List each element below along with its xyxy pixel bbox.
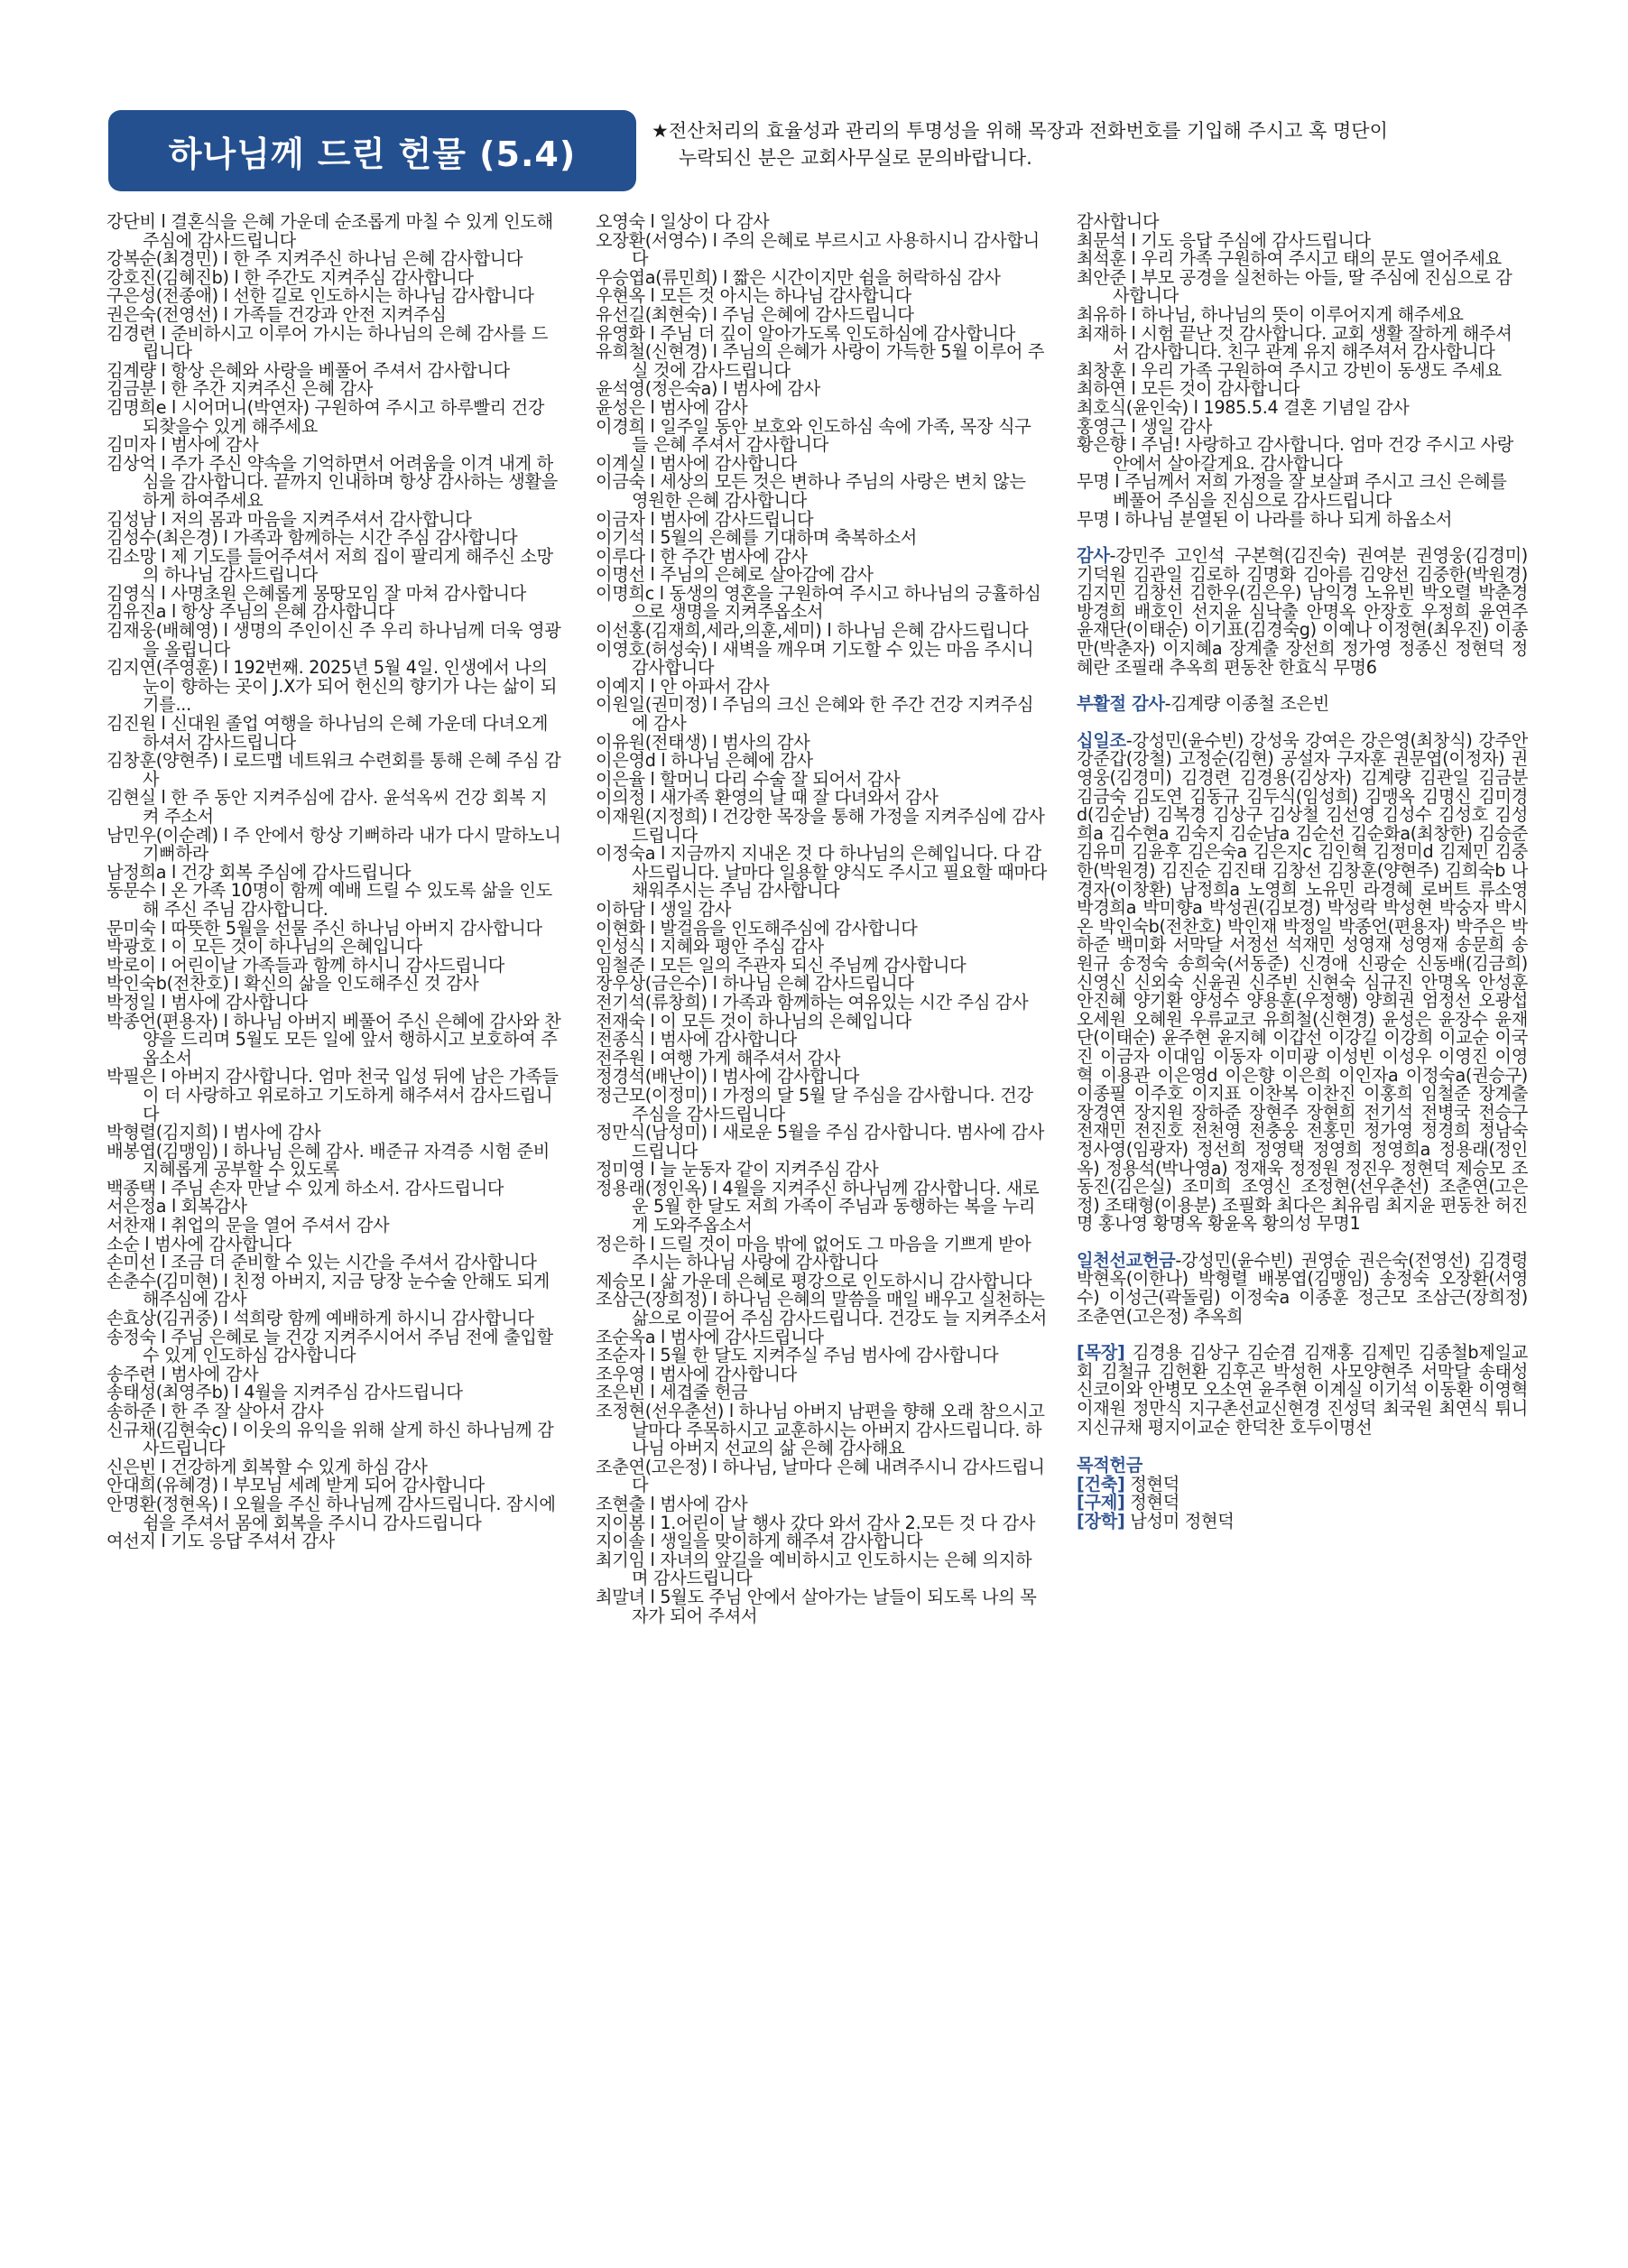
offering-entry: 홍영근 l 생일 감사	[1077, 415, 1213, 437]
offering-entry: 조순자 l 5월 한 달도 지켜주실 주님 범사에 감사합니다	[596, 1345, 999, 1366]
offering-entry: 이선홍(김재희,세라,의훈,세미) l 하나님 은혜 감사드립니다	[596, 620, 1029, 642]
column-middle	[596, 213, 1047, 1625]
offering-entry: 지이봄 l 1.어린이 날 행사 갔다 와서 감사 2.모든 것 다 감사	[596, 1512, 1036, 1533]
offering-entry: 송주련 l 범사에 감사	[106, 1363, 259, 1384]
offering-entry: 전주원 l 여행 가게 해주셔서 감사	[596, 1047, 841, 1069]
offering-entry: 이정숙a l 지금까지 지내온 것 다 하나님의 은혜입니다. 다 감사드립니다. 날마다 일용할 양식도 주시고 필요할 때마다 채워주시는 주님 감사합니다	[596, 843, 1048, 902]
purpose-scholarship-names: 남성미 정현덕	[1124, 1511, 1235, 1532]
purpose-scholarship-label: [장학]	[1077, 1511, 1125, 1532]
ilcheon-label: 일천선교헌금	[1077, 1249, 1176, 1271]
offering-entry: 구은성(전종애) l 선한 길로 인도하시는 하나님 감사합니다	[106, 285, 534, 307]
offering-entry: 남정희a l 건강 회복 주심에 감사드립니다	[106, 861, 412, 883]
offering-entry: 조우영 l 범사에 감사합니다	[596, 1363, 798, 1384]
offering-entry: 유영화 l 주님 더 깊이 알아가도록 인도하심에 감사합니다	[596, 322, 1016, 344]
offering-entry: 유희철(신현경) l 주님의 은혜가 사랑이 가득한 5월 이루어 주실 것에 감사드립니다	[596, 341, 1045, 381]
offering-entry: 이은영d l 하나님 은혜에 감사	[596, 750, 813, 772]
offering-entry: 김유진a l 항상 주님의 은혜 감사합니다	[106, 601, 395, 623]
offering-entry: 전재숙 l 이 모든 것이 하나님의 은혜입니다	[596, 1010, 911, 1032]
offering-entry: 임철준 l 모든 일의 주관자 되신 주님께 감사합니다	[596, 954, 967, 976]
offering-entry: 오장환(서영수) l 주의 은혜로 부르시고 사용하시니 감사합니다	[596, 229, 1040, 270]
offering-entry: 박인숙b(전찬호) l 확신의 삶을 인도해주신 것 감사	[106, 973, 479, 995]
offering-entry: 박형렬(김지희) l 범사에 감사	[106, 1122, 321, 1143]
offering-entry: 박광호 l 이 모든 것이 하나님의 은혜입니다	[106, 936, 422, 958]
offering-entry: 최유하 l 하나님, 하나님의 뜻이 이루어지게 해주세요	[1077, 303, 1464, 325]
purpose-relief-names: 정현덕	[1124, 1492, 1179, 1514]
purpose-relief	[1077, 1494, 1528, 1513]
offering-entry: 최하연 l 모든 것이 감사합니다	[1077, 378, 1300, 400]
offering-entry: 조정현(선우춘선) l 하나님 아버지 남편을 향해 오래 참으시고 날마다 주목하시고 교훈하시는 아버지 감사드립니다. 하나님 아버지 선교의 삶 은혜 감사해요	[596, 1401, 1045, 1459]
offering-entry: 문미숙 l 따뜻한 5월을 선물 주신 하나님 아버지 감사합니다	[106, 917, 542, 939]
offering-entry: 이금자 l 범사에 감사드립니다	[596, 508, 814, 530]
purpose-building-label: [건축]	[1077, 1473, 1125, 1495]
offering-entry: 송태성(최영주b) l 4월을 지켜주심 감사드립니다	[106, 1382, 463, 1403]
offering-entry: 안명환(정현옥) l 오월을 주신 하나님께 감사드립니다. 잠시에 쉼을 주셔서 몸에 회복을 주시니 감사드립니다	[106, 1493, 556, 1533]
purpose-scholarship	[1077, 1513, 1528, 1532]
offering-entry: 감사합니다	[1077, 211, 1160, 232]
offering-entry: 지이솔 l 생일을 맞이하게 해주셔 감사합니다	[596, 1531, 923, 1552]
offering-entry: 서찬재 l 취업의 문을 열어 주셔서 감사	[106, 1215, 390, 1236]
offering-entry: 조은빈 l 세겹줄 헌금	[596, 1382, 748, 1403]
offering-entry: 손춘수(김미현) l 친정 아버지, 지금 당장 눈수술 안해도 되게 해주심에 감사	[106, 1270, 550, 1310]
offering-entry: 여선지 l 기도 응답 주셔서 감사	[106, 1531, 335, 1552]
offering-entry: 무명 l 하나님 분열된 이 나라를 하나 되게 하옵소서	[1077, 508, 1453, 530]
offering-entry: 박종언(편용자) l 하나님 아버지 베풀어 주신 은혜에 감사와 찬양을 드리며 5월도 모든 일에 앞서 행하시고 보호하여 주옵소서	[106, 1010, 561, 1069]
thanks-names: -강민주 고인석 구본혁(김진숙) 권여분 권영웅(김경미) 기덕원 김관일 김로하 김명화 김아름 김양선 김중한(박원경) 김지민 김창선 김한우(김은우) 남익경 노유빈 박오렬 박춘경 방경희 배호인 선지윤 심낙출 안명옥 안장호 우정희 윤연주 윤재단(이태순) 이기표(김경숙g) 이예나 이정현(최우진) 이종만(박춘자) 이지혜a 장계출 장선희 정가영 정종신 정현덕 정혜란 조필래 추옥희 편동찬 한효식 무명6	[1077, 545, 1528, 678]
offering-entry: 이영호(허성숙) l 새벽을 깨우며 기도할 수 있는 마음 주시니 감사합니다	[596, 638, 1034, 679]
offering-entry: 우현옥 l 모든 것 아시는 하나님 감사합니다	[596, 285, 911, 307]
column-right	[1077, 213, 1528, 1532]
offering-entry: 배봉엽(김맹임) l 하나님 은혜 감사. 배준규 자격증 시험 준비 지혜롭게 공부할 수 있도록	[106, 1140, 550, 1180]
offering-entry: 정만식(남성미) l 새로운 5월을 주심 감사합니다. 범사에 감사드립니다	[596, 1122, 1045, 1162]
offering-entry: 이계실 l 범사에 감사합니다	[596, 452, 798, 474]
offering-entry: 안대희(유혜경) l 부모님 세례 받게 되어 감사합니다	[106, 1475, 485, 1496]
offering-entry: 제승모 l 삶 가운데 은혜로 평강으로 인도하시니 감사합니다	[596, 1270, 1032, 1291]
offering-entry: 김창훈(양현주) l 로드맵 네트워크 수련회를 통해 은혜 주심 감사	[106, 750, 561, 790]
purpose-building	[1077, 1473, 1528, 1495]
offering-entry: 정은하 l 드릴 것이 마음 밖에 없어도 그 마음을 기쁘게 받아 주시는 하나님 사랑에 감사합니다	[596, 1233, 1031, 1273]
page-title: 하나님께 드린 헌물 (5.4)	[108, 110, 636, 191]
offering-entry: 이원일(권미정) l 주님의 크신 은혜와 한 주간 건강 지켜주심에 감사	[596, 694, 1034, 735]
offering-entry: 김경련 l 준비하시고 이루어 가시는 하나님의 은혜 감사를 드립니다	[106, 322, 549, 363]
offering-entry: 이의정 l 새가족 환영의 날 때 잘 다녀와서 감사	[596, 787, 939, 809]
mokjang-names: 김경용 김상구 김순겸 김재홍 김제민 김종철b제일교회 김철규 김헌환 김후곤 박성헌 사모양현주 서막달 송태성 신코이와 안병모 오소연 윤주현 이계실 이기석 이동환 이영혁 이재원 정만식 지구촌선교신현경 진성덕 최국원 최연식 튀니지신규채 평지이교순 한덕찬 호두이명선	[1077, 1342, 1528, 1438]
offering-entry: 이경희 l 일주일 동안 보호와 인도하심 속에 가족, 목장 식구들 은혜 주셔서 감사합니다	[596, 415, 1031, 456]
offering-entry: 이현화 l 발걸음을 인도해주심에 감사합니다	[596, 917, 918, 939]
offering-entry: 이루다 l 한 주간 범사에 감사	[596, 545, 808, 567]
offering-entry: 무명 l 주님께서 저희 가정을 잘 보살펴 주시고 크신 은혜를 베풀어 주심을 진심으로 감사드립니다	[1077, 471, 1507, 511]
ilcheon-names: -강성민(윤수빈) 권영순 권은숙(전영선) 김경령 박현옥(이한나) 박형렬 배봉엽(김맹임) 송정숙 오장환(서영수) 이성근(곽돌림) 이정숙a 이종훈 정근모 조삼근(장희정) 조춘연(고은정) 추옥희	[1077, 1249, 1528, 1327]
offering-entry: 이유원(전태생) l 범사의 감사	[596, 731, 810, 753]
mokjang-section	[1077, 1344, 1528, 1437]
offering-entry: 인성식 l 지혜와 평안 주심 감사	[596, 936, 824, 958]
purpose-building-names: 정현덕	[1124, 1473, 1179, 1495]
offering-entry: 이금숙 l 세상의 모든 것은 변하나 주님의 사랑은 변치 않는 영원한 은혜 감사합니다	[596, 471, 1026, 511]
thanks-section	[1077, 547, 1528, 677]
offering-entry: 정미영 l 늘 눈동자 같이 지켜주심 감사	[596, 1159, 879, 1180]
purpose-offering-title: 목적헌금	[1077, 1455, 1142, 1477]
offering-entry: 송정숙 l 주님 은혜로 늘 건강 지켜주시어서 주님 전에 출입할 수 있게 인도하심 감사합니다	[106, 1326, 553, 1366]
purpose-relief-label: [구제]	[1077, 1492, 1125, 1514]
offering-entry: 신규채(김현숙c) l 이웃의 유익을 위해 살게 하신 하나님께 감사드립니다	[106, 1419, 554, 1459]
offering-entry: 최석훈 l 우리 가족 구원하여 주시고 태의 문도 열어주세요	[1077, 248, 1502, 270]
offering-entry: 서은정a l 회복감사	[106, 1196, 247, 1217]
offering-entry: 손효상(김귀중) l 석희랑 함께 예배하게 하시니 감사합니다	[106, 1308, 534, 1329]
offering-entry: 이명선 l 주님의 은혜로 살아감에 감사	[596, 564, 874, 586]
easter-names: -김계량 이종철 조은빈	[1164, 693, 1329, 715]
offering-entry: 김현실 l 한 주 동안 지켜주심에 감사. 윤석옥씨 건강 회복 지켜 주소서	[106, 787, 548, 827]
offering-entry: 최안준 l 부모 공경을 실천하는 아들, 딸 주심에 진심으로 감사합니다	[1077, 266, 1512, 307]
offering-entry: 박정일 l 범사에 감사합니다	[106, 991, 309, 1013]
offering-entry: 김성수(최은경) l 가족과 함께하는 시간 주심 감사합니다	[106, 527, 518, 549]
offering-entry: 조삼근(장희정) l 하나님 은혜의 말씀을 매일 배우고 실천하는 삶으로 이끌어 주심 감사드립니다. 건강도 늘 지켜주소서	[596, 1289, 1048, 1329]
offering-entry: 전기석(류창희) l 가족과 함께하는 여유있는 시간 주심 감사	[596, 991, 1029, 1013]
offering-entry: 박로이 l 어린이날 가족들과 함께 하시니 감사드립니다	[106, 954, 504, 976]
tithe-section	[1077, 729, 1528, 1235]
offering-entry: 최재하 l 시험 끝난 것 감사합니다. 교회 생활 잘하게 해주셔서 감사합니다. 친구 관계 유지 해주셔서 감사합니다	[1077, 322, 1512, 363]
offering-entry: 윤성은 l 범사에 감사	[596, 396, 748, 418]
offering-entry: 최창훈 l 우리 가족 구원하여 주시고 강빈이 동생도 주세요	[1077, 359, 1502, 381]
offering-entry: 김계량 l 항상 은혜와 사랑을 베풀어 주셔서 감사합니다	[106, 359, 510, 381]
offering-entry: 황은향 l 주님! 사랑하고 감사합니다. 엄마 건강 주시고 사랑 안에서 살아갈게요. 감사합니다	[1077, 434, 1514, 474]
offering-entry: 유선길(최현숙) l 주님 은혜에 감사드립니다	[596, 303, 914, 325]
offering-entry: 소순 l 범사에 감사합니다	[106, 1233, 291, 1254]
offering-entry: 김명희e l 시어머니(박연자) 구원하여 주시고 하루빨리 건강 되찾을수 있게 해주세요	[106, 396, 545, 437]
mokjang-label: [목장]	[1077, 1342, 1125, 1364]
offering-entry: 조춘연(고은정) l 하나님, 날마다 은혜 내려주시니 감사드립니다	[596, 1456, 1045, 1496]
offering-entry: 백종택 l 주님 손자 만날 수 있게 하소서. 감사드립니다	[106, 1177, 504, 1199]
offering-entry: 이재원(지정희) l 건강한 목장을 통해 가정을 지켜주심에 감사드립니다	[596, 806, 1045, 846]
offering-entry: 김미자 l 범사에 감사	[106, 434, 259, 456]
offering-entry: 김재웅(배혜영) l 생명의 주인이신 주 우리 하나님께 더욱 영광을 올립니다	[106, 620, 561, 660]
offering-entry: 전종식 l 범사에 감사합니다	[596, 1029, 798, 1051]
offering-entry: 이은율 l 할머니 다리 수술 잘 되어서 감사	[596, 768, 901, 790]
offering-entry: 장우상(금은수) l 하나님 은혜 감사드립니다	[596, 973, 914, 995]
notice-line-1: ★전산처리의 효율성과 관리의 투명성을 위해 목장과 전화번호를 기입해 주시고 혹 명단이	[652, 120, 1388, 142]
offering-entry: 강단비 l 결혼식을 은혜 가운데 순조롭게 마칠 수 있게 인도해 주심에 감사드립니다	[106, 211, 553, 251]
offering-entry: 김금분 l 한 주간 지켜주신 은혜 감사	[106, 378, 374, 400]
offering-entry: 우승엽a(류민희) l 짧은 시간이지만 쉼을 허락하심 감사	[596, 266, 1001, 288]
offering-entry: 최기임 l 자녀의 앞길을 예비하시고 인도하시는 은혜 의지하며 감사드립니다	[596, 1549, 1032, 1589]
offering-entry: 정용래(정인옥) l 4월을 지켜주신 하나님께 감사합니다. 새로운 5월 한 달도 저희 가족이 주님과 동행하는 복을 누리게 도와주옵소서	[596, 1177, 1040, 1236]
offering-entry: 남민우(이순례) l 주 안에서 항상 기뻐하라 내가 다시 말하노니 기뻐하라	[106, 824, 561, 865]
ilcheon-section	[1077, 1249, 1528, 1327]
offering-entry: 송하준 l 한 주 잘 살아서 감사	[106, 1401, 324, 1421]
thanks-label: 감사	[1077, 545, 1110, 567]
offering-entry: 이기석 l 5월의 은혜를 기대하며 축복하소서	[596, 527, 917, 549]
offering-entry: 김상억 l 주가 주신 약속을 기억하면서 어려움을 이겨 내게 하심을 감사합니다. 끝까지 인내하며 항상 감사하는 생활을 하게 하여주세요	[106, 452, 559, 511]
tithe-label: 십일조	[1077, 729, 1126, 751]
offering-entry: 최문석 l 기도 응답 주심에 감사드립니다	[1077, 229, 1371, 251]
offering-entry: 최호식(윤인숙) l 1985.5.4 결혼 기념일 감사	[1077, 396, 1410, 418]
offering-entry: 조순옥a l 범사에 감사드립니다	[596, 1326, 824, 1347]
easter-section	[1077, 695, 1528, 714]
offering-entry: 이하담 l 생일 감사	[596, 898, 732, 920]
offering-entry: 김영식 l 사명초원 은혜롭게 몽땅모임 잘 마쳐 감사합니다	[106, 582, 527, 604]
notice	[652, 117, 1572, 171]
offering-entry: 김소망 l 제 기도를 들어주셔서 저희 집이 팔리게 해주신 소망의 하나님 감사드립니다	[106, 545, 553, 586]
offering-entry: 조현출 l 범사에 감사	[596, 1493, 748, 1514]
offering-entry: 윤석영(정은숙a) l 범사에 감사	[596, 378, 820, 400]
easter-label: 부활절 감사	[1077, 693, 1165, 715]
offering-entry: 권은숙(전영선) l 가족들 건강과 안전 지켜주심	[106, 303, 447, 325]
offering-entry: 동문수 l 온 가족 10명이 함께 예배 드릴 수 있도록 삶을 인도해 주신 주님 감사합니다.	[106, 880, 552, 920]
offering-entry: 이예지 l 안 아파서 감사	[596, 675, 770, 697]
notice-line-2: 누락되신 분은 교회사무실로 문의바랍니다.	[679, 147, 1032, 169]
offering-entry: 강복순(최경민) l 한 주 지켜주신 하나님 은혜 감사합니다	[106, 248, 523, 270]
offering-entry: 박필은 l 아버지 감사합니다. 엄마 천국 입성 뒤에 남은 가족들이 더 사랑하고 위로하고 기도하게 해주셔서 감사드립니다	[106, 1066, 559, 1125]
offering-entry: 김지연(주영훈) l 192번째. 2025년 5월 4일. 인생에서 나의 눈이 향하는 곳이 J.X가 되어 헌신의 향기가 나는 삶이 되기를...	[106, 657, 558, 716]
offering-entry: 김진원 l 신대원 졸업 여행을 하나님의 은혜 가운데 다녀오게 하셔서 감사드립니다	[106, 713, 549, 753]
offering-entry: 오영숙 l 일상이 다 감사	[596, 211, 770, 232]
offering-entry: 정경석(배난이) l 범사에 감사합니다	[596, 1066, 860, 1088]
offering-entry: 김성남 l 저의 몸과 마음을 지켜주셔서 감사합니다	[106, 508, 472, 530]
offering-entry: 정근모(이정미) l 가정의 달 5월 달 주심을 감사합니다. 건강 주심을 감사드립니다	[596, 1084, 1033, 1125]
column-left	[106, 213, 562, 1551]
tithe-names: -강성민(윤수빈) 강성욱 강여은 강은영(최창식) 강주안 강준갑(강철) 고정순(김현) 공설자 구자훈 권문엽(이정자) 권영웅(김경미) 김경련 김경용(김상자) 김계량 김관일 김금분 김금숙 김도연 김동규 김두식(임성희) 김맹옥 김명신 김미경d(김순남) 김복경 김상구 김상철 김선영 김성수 김성호 김성희a 김수현a 김숙지 김순남a 김순선 김순화a(최창한) 김승준 김유미 김윤후 김은숙a 김은지c 김인혁 김정미d 김제민 김중한(박원경) 김진순 김진태 김창선 김창훈(양현주) 김희숙b 나경자(이창환) 남정희a 노영희 노유민 라경혜 로버트 류소영 박경희a 박미향a 박성권(김보경) 박성락 박성현 박숭자 박시온 박인숙b(전찬호) 박인재 박정일 박종언(편용자) 박주은 박하준 백미화 서막달 서정선 석재민 성영재 성영재 송문희 송원규 송정숙 송희숙(서동준) 신경애 신광순 신동배(김금희) 신영신 신외숙 신윤권 신주빈 신현숙 심규진 안명옥 안성훈 안진혜 양기환 양성수 양용훈(우정행) 양희권 엄정선 오광섭 오세원 오혜원 우류교코 유희철(신현경) 윤성은 윤장수 윤재단(이태순) 윤주현 윤지혜 이갑선 이강길 이강희 이교순 이국진 이금자 이대임 이동자 이미광 이성빈 이성우 이영진 이영혁 이용관 이은영d 이은향 이은희 이인자a 이정숙a(권승구) 이종필 이주호 이지표 이찬복 이찬진 이홍희 임철준 장계출 장경연 장지원 장하준 장현주 장현희 전기석 전병국 전승구 전재민 전진호 전천영 전충웅 전홍민 정가영 정경희 정남숙 정사영(임광자) 정선희 정영택 정영희 정영희a 정용래(정인옥) 정용석(박나영a) 정재욱 정정원 정진우 정현덕 제승모 조동진(김은실) 조미희 조영신 조정현(선우춘선) 조춘연(고은정) 조태형(이용분) 조필화 최다은 최유림 최지윤 편동찬 허진명 홍나영 황명옥 황윤옥 황의성 무명1	[1077, 729, 1528, 1235]
offering-entry: 신은빈 l 건강하게 회복할 수 있게 하심 감사	[106, 1456, 428, 1477]
offering-entry: 손미선 l 조금 더 준비할 수 있는 시간을 주셔서 감사합니다	[106, 1252, 537, 1273]
offering-entry: 강호진(김혜진b) l 한 주간도 지켜주심 감사합니다	[106, 266, 474, 288]
offering-entry: 최말녀 l 5월도 주님 안에서 살아가는 날들이 되도록 나의 목자가 되어 주셔서	[596, 1586, 1037, 1626]
offering-entry: 이명희c l 동생의 영혼을 구원하여 주시고 하나님의 긍휼하심으로 생명을 지켜주옵소서	[596, 582, 1041, 623]
